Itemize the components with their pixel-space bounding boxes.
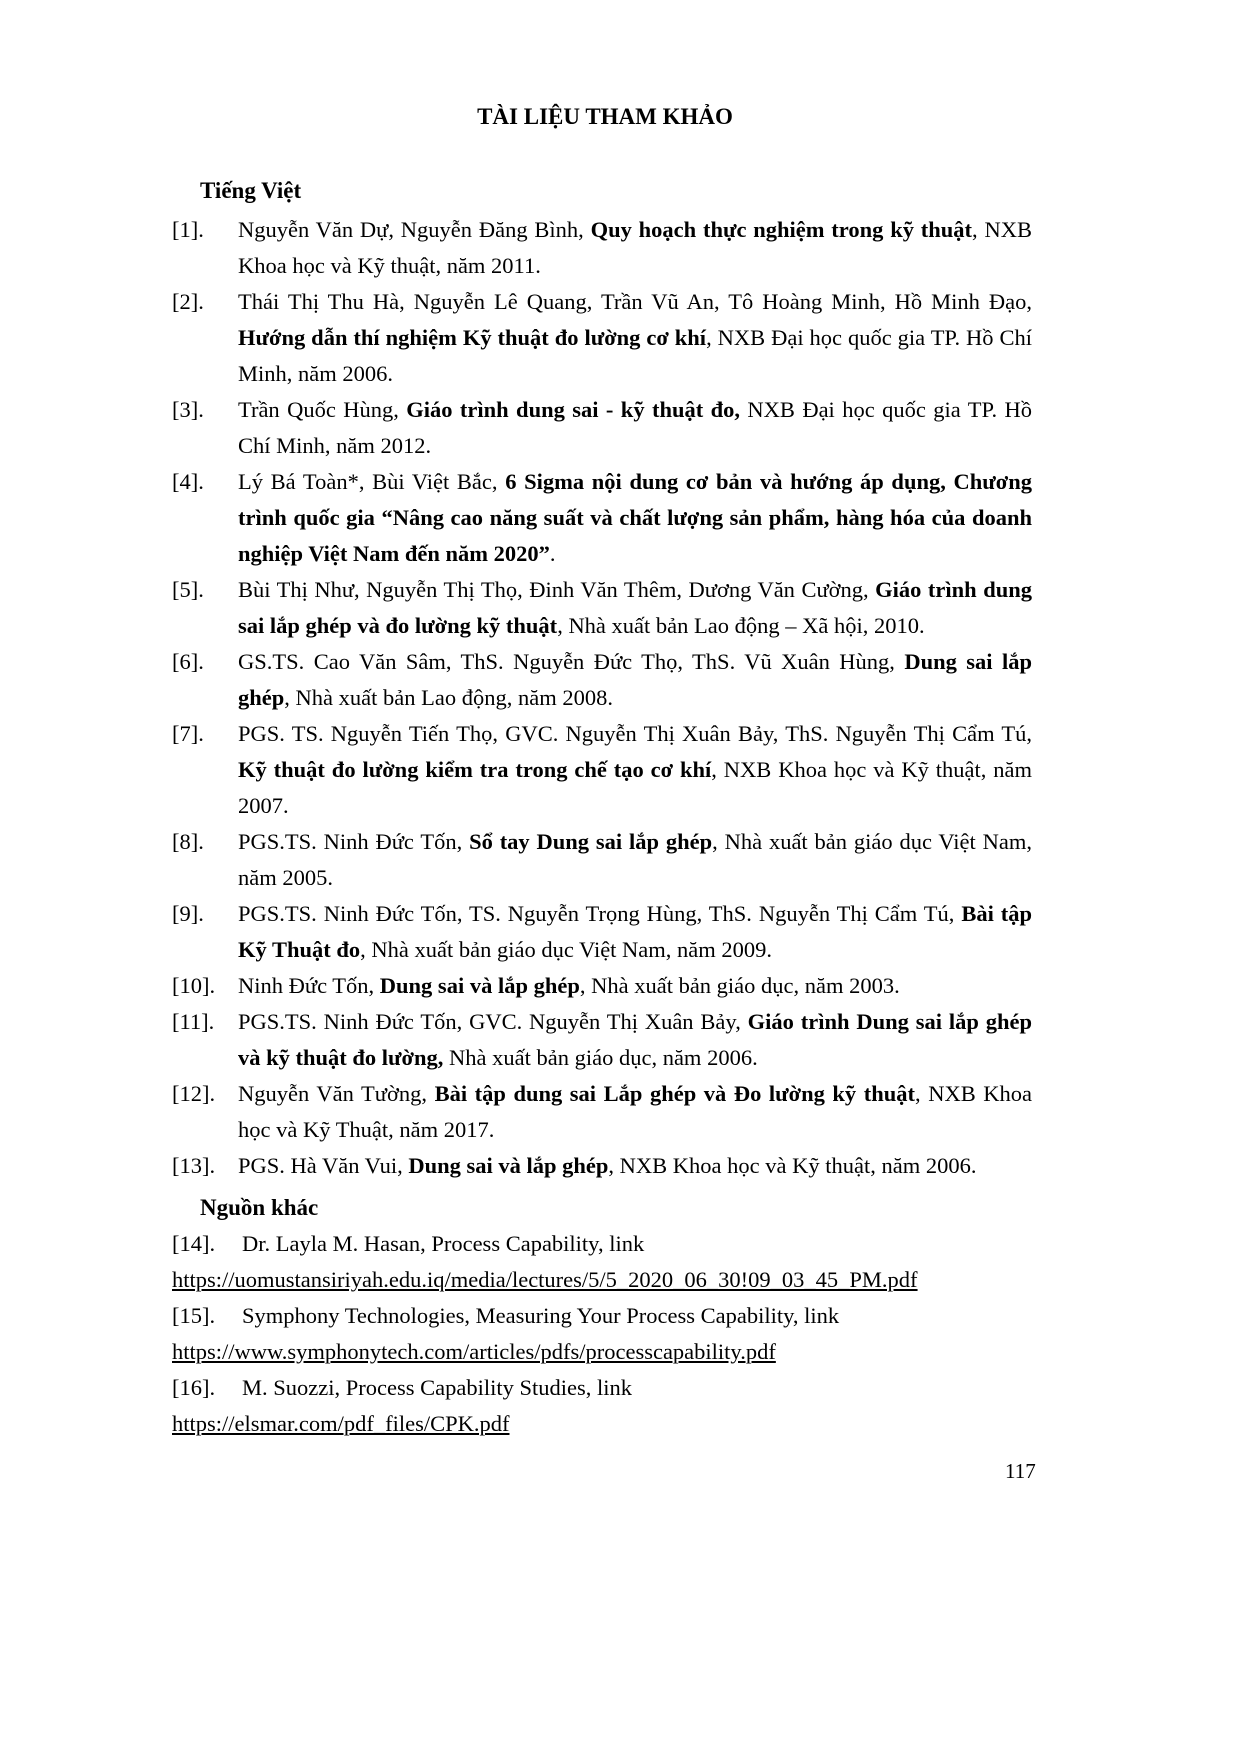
reference-title: Bài tập Kỹ Thuật đo <box>238 901 1033 962</box>
reference-link[interactable]: https://www.symphonytech.com/articles/pdfs/processcapability.pdf <box>172 1339 776 1364</box>
reference-publisher: , Nhà xuất bản Lao động – Xã hội, 2010. <box>557 613 925 638</box>
reference-body <box>238 824 1032 896</box>
reference-item <box>172 572 1032 644</box>
reference-publisher: , NXB Khoa học và Kỹ thuật, năm 2011. <box>238 217 1032 278</box>
reference-number: [4]. <box>172 469 204 494</box>
reference-title: Giáo trình Dung sai lắp ghép và kỹ thuật đo lường, <box>238 1009 1032 1070</box>
reference-body <box>238 644 1032 716</box>
reference-authors: PGS.TS. Ninh Đức Tốn, <box>238 829 470 854</box>
reference-title: Bài tập dung sai Lắp ghép và Đo lường kỹ thuật <box>434 1081 916 1106</box>
reference-authors: PGS. Hà Văn Vui, <box>238 1153 409 1178</box>
reference-body: Symphony Technologies, Measuring Your Process Capability, link <box>242 1303 840 1328</box>
reference-publisher: , NXB Đại học quốc gia TP. Hồ Chí Minh, năm 2006. <box>238 325 1032 386</box>
reference-item <box>172 464 1032 572</box>
reference-item <box>172 1226 1032 1298</box>
reference-authors: Ninh Đức Tốn, <box>238 973 380 998</box>
reference-publisher: , Nhà xuất bản giáo dục, năm 2003. <box>579 973 900 998</box>
reference-body: M. Suozzi, Process Capability Studies, link <box>242 1375 632 1400</box>
reference-authors: GS.TS. Cao Văn Sâm, ThS. Nguyễn Đức Thọ, ThS. Vũ Xuân Hùng, <box>238 649 905 674</box>
reference-title: Kỹ thuật đo lường kiểm tra trong chế tạo cơ khí <box>238 757 712 782</box>
reference-authors: PGS.TS. Ninh Đức Tốn, GVC. Nguyễn Thị Xuân Bảy, <box>238 1009 748 1034</box>
reference-body <box>238 1148 1032 1184</box>
reference-number: [10]. <box>172 973 216 998</box>
reference-number: [2]. <box>172 289 204 314</box>
reference-authors: Nguyễn Văn Tường, <box>238 1081 435 1106</box>
reference-number: [5]. <box>172 577 204 602</box>
reference-authors: Bùi Thị Như, Nguyễn Thị Thọ, Đinh Văn Thêm, Dương Văn Cường, <box>238 577 876 602</box>
section-heading-other-sources: Nguồn khác <box>200 1195 319 1220</box>
reference-item <box>172 824 1032 896</box>
reference-publisher: NXB Đại học quốc gia TP. Hồ Chí Minh, năm 2012. <box>238 397 1032 458</box>
reference-title: Dung sai lắp ghép <box>238 649 1032 710</box>
reference-publisher: , Nhà xuất bản giáo dục Việt Nam, năm 2005. <box>238 829 1032 890</box>
reference-publisher: , NXB Khoa học và Kỹ Thuật, năm 2017. <box>238 1081 1032 1142</box>
reference-body <box>238 464 1032 572</box>
reference-title: Dung sai và lắp ghép <box>379 973 580 998</box>
reference-title: Hướng dẫn thí nghiệm Kỹ thuật đo lường cơ khí <box>238 325 707 350</box>
reference-list-vietnamese <box>172 212 1032 1184</box>
reference-publisher: , Nhà xuất bản Lao động, năm 2008. <box>284 685 613 710</box>
reference-title: Quy hoạch thực nghiệm trong kỹ thuật <box>590 217 973 242</box>
reference-item <box>172 1004 1032 1076</box>
reference-title: Giáo trình dung sai lắp ghép và đo lường kỹ thuật <box>238 577 1032 638</box>
section-heading-vietnamese: Tiếng Việt <box>200 178 302 203</box>
reference-authors: Lý Bá Toàn*, Bùi Việt Bắc, <box>238 469 506 494</box>
reference-publisher: Nhà xuất bản giáo dục, năm 2006. <box>443 1045 758 1070</box>
reference-link[interactable]: https://elsmar.com/pdf_files/CPK.pdf <box>172 1411 510 1436</box>
reference-item <box>172 644 1032 716</box>
reference-item <box>172 896 1032 968</box>
reference-title: Dung sai và lắp ghép <box>408 1153 609 1178</box>
reference-item <box>172 1076 1032 1148</box>
reference-publisher: , NXB Khoa học và Kỹ thuật, năm 2007. <box>238 757 1032 818</box>
reference-number: [1]. <box>172 217 204 242</box>
reference-body <box>238 716 1032 824</box>
reference-number: [12]. <box>172 1081 216 1106</box>
reference-body <box>238 572 1032 644</box>
reference-number: [13]. <box>172 1153 216 1178</box>
reference-title: 6 Sigma nội dung cơ bản và hướng áp dụng, Chương trình quốc gia “Nâng cao năng suất và chất lượng sản phẩm, hàng hóa của doanh nghiệp Việt Nam đến năm 2020” <box>238 469 1032 566</box>
reference-body <box>238 1076 1032 1148</box>
reference-authors: Thái Thị Thu Hà, Nguyễn Lê Quang, Trần Vũ An, Tô Hoàng Minh, Hồ Minh Đạo, <box>238 289 1032 314</box>
reference-title: Sổ tay Dung sai lắp ghép <box>469 829 713 854</box>
reference-body: Dr. Layla M. Hasan, Process Capability, link <box>242 1231 645 1256</box>
reference-body <box>238 212 1032 284</box>
reference-publisher: , NXB Khoa học và Kỹ thuật, năm 2006. <box>608 1153 977 1178</box>
reference-list-other <box>172 1226 1032 1442</box>
reference-item <box>172 1370 1032 1442</box>
reference-item <box>172 1298 1032 1370</box>
reference-item <box>172 392 1032 464</box>
reference-authors: PGS.TS. Ninh Đức Tốn, TS. Nguyễn Trọng Hùng, ThS. Nguyễn Thị Cẩm Tú, <box>238 901 962 926</box>
reference-number: [16]. <box>172 1375 216 1400</box>
reference-item <box>172 284 1032 392</box>
reference-authors: PGS. TS. Nguyễn Tiến Thọ, GVC. Nguyễn Thị Xuân Bảy, ThS. Nguyễn Thị Cẩm Tú, <box>238 721 1032 746</box>
reference-publisher: . <box>549 541 556 566</box>
reference-body <box>238 1004 1032 1076</box>
reference-body <box>238 896 1032 968</box>
reference-number: [14]. <box>172 1231 216 1256</box>
reference-link[interactable]: https://uomustansiriyah.edu.iq/media/lectures/5/5_2020_06_30!09_03_45_PM.pdf <box>172 1267 918 1292</box>
reference-number: [8]. <box>172 829 204 854</box>
reference-number: [6]. <box>172 649 204 674</box>
reference-publisher: , Nhà xuất bản giáo dục Việt Nam, năm 2009. <box>360 937 773 962</box>
reference-authors: Trần Quốc Hùng, <box>238 397 407 422</box>
reference-body <box>238 968 1032 1004</box>
page-number: 117 <box>1005 1459 1036 1483</box>
reference-number: [15]. <box>172 1303 216 1328</box>
reference-body <box>238 392 1032 464</box>
reference-item <box>172 212 1032 284</box>
reference-number: [7]. <box>172 721 204 746</box>
reference-number: [11]. <box>172 1009 215 1034</box>
page-title: TÀI LIỆU THAM KHẢO <box>477 104 733 129</box>
reference-item <box>172 1148 1032 1184</box>
reference-body <box>238 284 1032 392</box>
reference-item <box>172 968 1032 1004</box>
reference-item <box>172 716 1032 824</box>
reference-number: [9]. <box>172 901 204 926</box>
reference-number: [3]. <box>172 397 204 422</box>
reference-title: Giáo trình dung sai - kỹ thuật đo, <box>406 397 741 422</box>
reference-authors: Nguyễn Văn Dự, Nguyễn Đăng Bình, <box>238 217 591 242</box>
